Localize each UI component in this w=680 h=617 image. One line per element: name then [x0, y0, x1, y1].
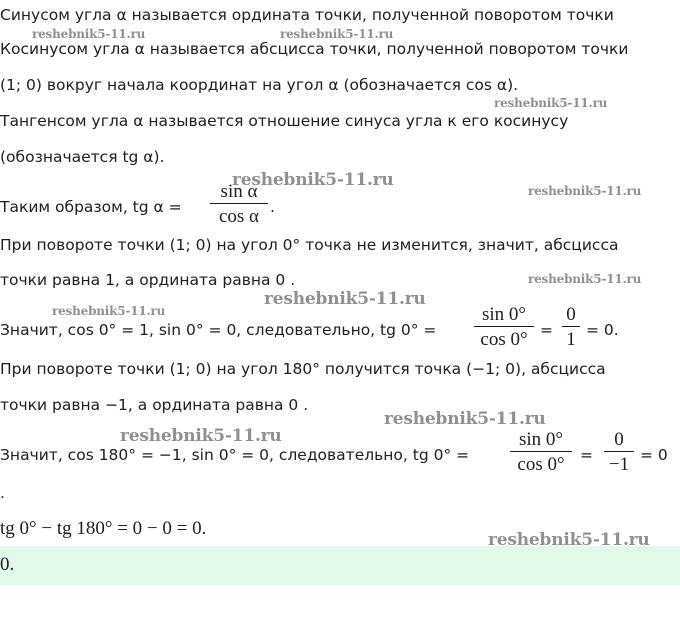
watermark: reshebnik5-11.ru — [528, 184, 642, 198]
final-computation: tg 0° − tg 180° = 0 − 0 = 0. — [0, 518, 207, 539]
tg-zero-result: = 0. — [586, 321, 619, 339]
definition-cosine-cont: (1; 0) вокруг начала координат на угол α (обозначается cos α). — [0, 76, 519, 94]
fraction-sin-cos-alpha: sin α cos α — [210, 181, 268, 229]
definition-cosine: Косинусом угла α называется абсцисса точки, полученной поворотом точки — [0, 40, 629, 58]
definition-tangent-cont: (обозначается tg α). — [0, 148, 165, 166]
fraction-sin0-cos0-second: sin 0° cos 0° — [510, 429, 572, 477]
watermark: reshebnik5-11.ru — [280, 27, 394, 41]
equals-sign-2: = — [580, 446, 593, 464]
fraction-0-over-1: 0 1 — [562, 304, 580, 352]
watermark: reshebnik5-11.ru — [528, 272, 642, 286]
watermark: reshebnik5-11.ru — [120, 426, 282, 446]
watermark: reshebnik5-11.ru — [264, 289, 426, 309]
fraction-sin0-cos0: sin 0° cos 0° — [474, 304, 534, 352]
rotation-180-coords: точки равна −1, а ордината равна 0 . — [0, 396, 309, 414]
tangent-formula-label: Таким образом, tg α = — [0, 198, 182, 216]
definition-sine: Синусом угла α называется ордината точки, полученной поворотом точки — [0, 6, 614, 24]
answer-text: 0. — [0, 554, 15, 575]
stray-period: . — [0, 484, 5, 502]
watermark: reshebnik5-11.ru — [384, 409, 546, 429]
rotation-180-text: При повороте точки (1; 0) на угол 180° получится точка (−1; 0), абсцисса — [0, 360, 606, 378]
watermark: reshebnik5-11.ru — [52, 304, 166, 318]
watermark: reshebnik5-11.ru — [32, 27, 146, 41]
answer-box — [0, 546, 680, 585]
tg-180-derivation: Значит, cos 180° = −1, sin 0° = 0, следовательно, tg 0° = — [0, 446, 470, 464]
watermark: reshebnik5-11.ru — [488, 530, 650, 550]
watermark: reshebnik5-11.ru — [232, 170, 394, 190]
tg-zero-derivation: Значит, cos 0° = 1, sin 0° = 0, следовательно, tg 0° = — [0, 321, 437, 339]
rotation-zero-text: При повороте точки (1; 0) на угол 0° точка не изменится, значит, абсцисса — [0, 236, 619, 254]
tangent-formula-dot: . — [270, 198, 275, 216]
watermark: reshebnik5-11.ru — [494, 96, 608, 110]
equals-sign: = — [540, 321, 553, 339]
rotation-zero-coords: точки равна 1, а ордината равна 0 . — [0, 271, 296, 289]
fraction-0-over-minus1: 0 −1 — [604, 429, 634, 477]
definition-tangent: Тангенсом угла α называется отношение синуса угла к его косинусу — [0, 112, 569, 130]
tg-180-result: = 0 — [640, 446, 668, 464]
